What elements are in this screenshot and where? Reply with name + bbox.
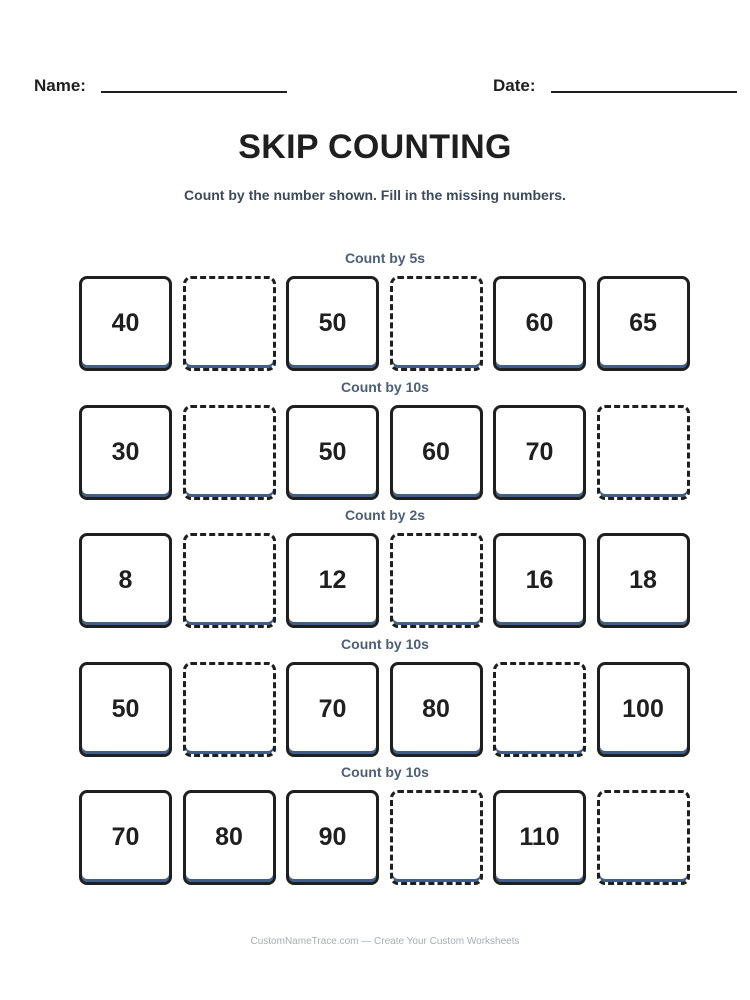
row-label: Count by 10s <box>341 378 429 395</box>
number-box: 60 <box>493 276 586 371</box>
number-box: 65 <box>597 276 690 371</box>
number-box: 80 <box>390 662 483 757</box>
blank-number-box[interactable] <box>183 405 276 500</box>
blank-number-box[interactable] <box>390 533 483 628</box>
blank-number-box[interactable] <box>493 662 586 757</box>
blank-number-box[interactable] <box>390 276 483 371</box>
number-box: 40 <box>79 276 172 371</box>
worksheet-instructions: Count by the number shown. Fill in the missing numbers. <box>184 187 566 203</box>
number-box: 100 <box>597 662 690 757</box>
name-label: Name: <box>34 76 86 95</box>
date-line[interactable] <box>551 91 737 93</box>
number-box: 90 <box>286 790 379 885</box>
number-box: 70 <box>79 790 172 885</box>
number-box: 12 <box>286 533 379 628</box>
blank-number-box[interactable] <box>597 790 690 885</box>
row-label: Count by 5s <box>344 250 426 266</box>
footer-text: CustomNameTrace.com — Create Your Custom Worksheets <box>250 936 520 947</box>
blank-number-box[interactable] <box>183 276 276 371</box>
number-box: 16 <box>493 533 586 628</box>
number-box: 50 <box>286 405 379 500</box>
number-box: 50 <box>286 276 379 371</box>
number-box: 18 <box>597 533 690 628</box>
number-box: 70 <box>493 405 586 500</box>
number-box: 60 <box>390 405 483 500</box>
blank-number-box[interactable] <box>183 662 276 757</box>
row-label: Count by 10s <box>341 764 429 780</box>
worksheet-title: SKIP COUNTING <box>238 128 512 166</box>
blank-number-box[interactable] <box>183 533 276 628</box>
number-box: 80 <box>183 790 276 885</box>
row-label: Count by 10s <box>341 635 429 652</box>
row-label: Count by 2s <box>344 507 426 523</box>
name-line[interactable] <box>101 91 287 93</box>
date-label: Date: <box>493 76 536 95</box>
blank-number-box[interactable] <box>390 790 483 885</box>
number-box: 30 <box>79 405 172 500</box>
number-box: 8 <box>79 533 172 628</box>
blank-number-box[interactable] <box>597 405 690 500</box>
number-box: 70 <box>286 662 379 757</box>
number-box: 110 <box>493 790 586 885</box>
number-box: 50 <box>79 662 172 757</box>
worksheet-header <box>0 76 750 98</box>
